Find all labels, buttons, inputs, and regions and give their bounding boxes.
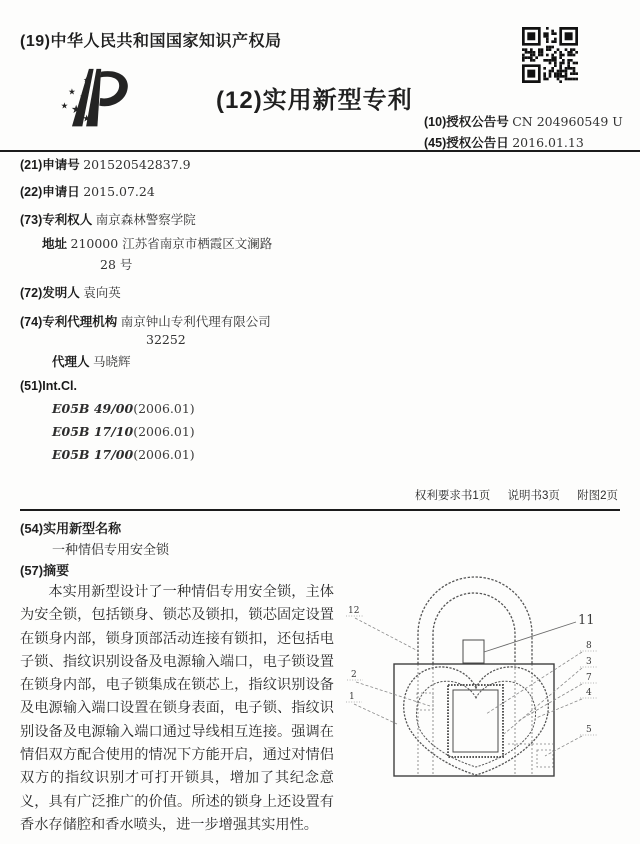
logo-star: ★ bbox=[79, 92, 87, 101]
classification-entry bbox=[52, 447, 195, 462]
claims-pages: 权利要求书1页 bbox=[414, 490, 491, 502]
patentee-row bbox=[20, 210, 196, 228]
agent-row bbox=[52, 352, 131, 370]
ref-num-5: 5 bbox=[586, 725, 592, 735]
abstract-section-label: (57)摘要 bbox=[20, 563, 70, 578]
inventor-row bbox=[20, 283, 121, 301]
publication-date-row bbox=[424, 133, 584, 151]
intcl-label: (51)Int.Cl. bbox=[20, 379, 77, 393]
logo-star: ★ bbox=[60, 100, 69, 111]
abstract-figure-lock-drawing bbox=[340, 548, 640, 844]
ref-num-7: 7 bbox=[586, 673, 592, 683]
ref-num-11: 11 bbox=[578, 613, 595, 628]
leader-lines bbox=[354, 618, 582, 756]
inventor-label: (72)发明人 bbox=[20, 286, 80, 300]
publication-date-label: (45)授权公告日 bbox=[424, 136, 509, 150]
agent-value: 马晓辉 bbox=[93, 354, 131, 369]
drawing-pages: 附图2页 bbox=[577, 490, 618, 502]
logo-star: ★ bbox=[71, 104, 82, 117]
patentee-label: (73)专利权人 bbox=[20, 213, 93, 227]
section-divider bbox=[20, 509, 620, 511]
address-row-2 bbox=[100, 255, 132, 273]
office-name: (19)中华人民共和国国家知识产权局 bbox=[20, 33, 282, 50]
logo-star: ★ bbox=[82, 112, 91, 124]
logo-star: ★ bbox=[83, 77, 90, 85]
title-section-label: (54)实用新型名称 bbox=[20, 521, 122, 536]
agency-value: 南京钟山专利代理有限公司 bbox=[120, 314, 271, 329]
application-date-value: 2015.07.24 bbox=[83, 184, 155, 199]
publication-date-value: 2016.01.13 bbox=[512, 135, 584, 150]
invention-title: 一种情侣专用安全锁 bbox=[52, 542, 170, 557]
classification-version: (2006.01) bbox=[133, 424, 195, 439]
ref-num-8: 8 bbox=[586, 641, 592, 651]
agency-row bbox=[20, 312, 271, 330]
agency-code-row bbox=[146, 332, 186, 347]
address-label: 地址 bbox=[42, 237, 68, 251]
description-pages: 说明书3页 bbox=[507, 490, 560, 502]
classification-version: (2006.01) bbox=[133, 401, 195, 416]
figure-reference-numerals bbox=[348, 606, 595, 735]
ref-num-3: 3 bbox=[586, 657, 592, 667]
ref-num-12: 12 bbox=[348, 606, 360, 616]
qr-code bbox=[522, 27, 578, 83]
application-date-label: (22)申请日 bbox=[20, 185, 80, 199]
logo-star: ★ bbox=[68, 86, 76, 97]
application-number-row bbox=[20, 155, 191, 173]
publication-number-value: CN 204960549 U bbox=[512, 114, 623, 129]
patentee-value: 南京森林警察学院 bbox=[95, 212, 196, 227]
address-row bbox=[42, 234, 272, 252]
lock-shackle bbox=[418, 577, 532, 664]
address-line2: 28 号 bbox=[100, 257, 133, 272]
abstract-text: 本实用新型设计了一种情侣专用安全锁，主体为安全锁，包括锁身、锁芯及锁扣，锁芯固定设置在锁身内部，锁身顶部活动连接有锁扣，还包括电子锁、指纹识别设备及电源输入端口，电子锁设置在锁身内部，电子锁集成在锁芯上，指纹识别设备及电源输入端口设置在锁身表面，电子锁、指纹识别设备及电源输入端口通过导线相互连接。强调在情侣双方配合使用的情况下方能开启，通过对情侣双方的指纹识别才可打开锁具，增加了其纪念意义，具有广泛推广的价值。所述的锁身上还设置有香水存储腔和香水喷头，进一步增强其实用性。 bbox=[20, 584, 334, 833]
leader-line-11 bbox=[484, 622, 576, 652]
heart-outline-outer bbox=[404, 667, 549, 775]
publication-number-row bbox=[424, 112, 623, 130]
sipo-logo bbox=[54, 66, 138, 132]
document-type-title: (12)实用新型专利 bbox=[216, 87, 413, 114]
classification-code: E05B 49/00 bbox=[52, 401, 134, 416]
agent-label: 代理人 bbox=[52, 355, 90, 369]
address-line1: 210000 江苏省南京市栖霞区文澜路 bbox=[70, 236, 273, 251]
classification-entry bbox=[52, 424, 195, 439]
publication-number-label: (10)授权公告号 bbox=[424, 115, 509, 129]
header-divider bbox=[0, 150, 640, 152]
fingerprint-panel-inner bbox=[453, 690, 498, 752]
lock-shackle-hidden-lines bbox=[418, 664, 532, 776]
logo-p-bowl bbox=[99, 71, 128, 106]
ref-num-1: 1 bbox=[349, 692, 355, 702]
classification-entry bbox=[52, 401, 195, 416]
fingerprint-panel-outer bbox=[448, 685, 503, 757]
agency-code-value: 32252 bbox=[146, 332, 186, 347]
power-port bbox=[463, 640, 484, 663]
hidden-compartments bbox=[417, 693, 553, 767]
ref-num-2: 2 bbox=[351, 670, 357, 680]
application-number-label: (21)申请号 bbox=[20, 158, 80, 172]
application-date-row bbox=[20, 182, 155, 200]
agency-label: (74)专利代理机构 bbox=[20, 315, 118, 329]
inventor-value: 袁向英 bbox=[83, 285, 121, 300]
classification-code: E05B 17/10 bbox=[52, 424, 134, 439]
classification-version: (2006.01) bbox=[133, 447, 195, 462]
application-number-value: 201520542837.9 bbox=[83, 157, 191, 172]
page-counts-line bbox=[401, 487, 618, 503]
classification-code: E05B 17/00 bbox=[52, 447, 134, 462]
label-underlines bbox=[346, 616, 598, 735]
ref-num-4: 4 bbox=[586, 688, 592, 698]
intcl-row bbox=[20, 379, 77, 393]
